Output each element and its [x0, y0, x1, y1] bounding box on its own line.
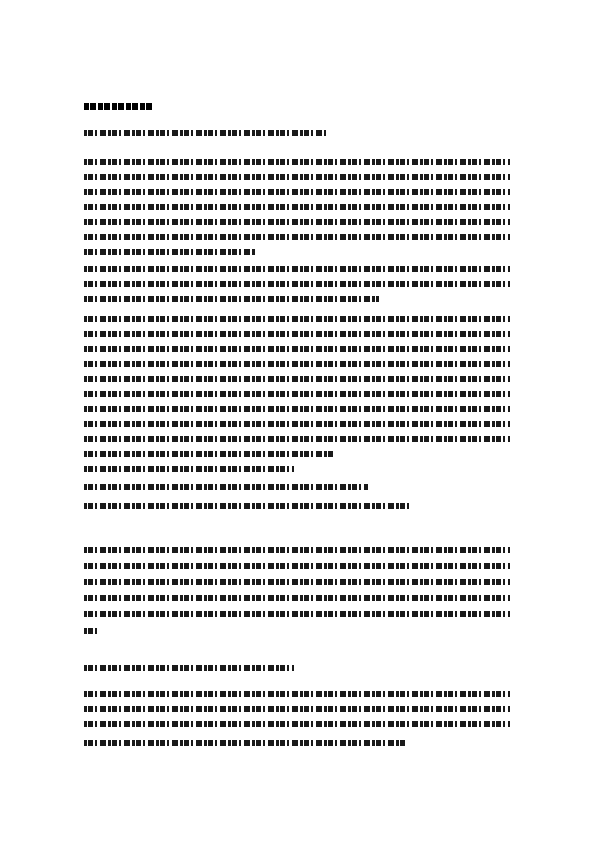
paragraph-1-line-3: [84, 189, 510, 195]
paragraph-5-line-3: [84, 721, 510, 727]
paragraph-4-line-3: [84, 579, 510, 585]
short-line-2: [84, 484, 368, 490]
paragraph-1-line-7: [84, 249, 256, 255]
paragraph-3-line-4: [84, 361, 510, 367]
paragraph-1-line-4: [84, 204, 510, 210]
document-page-label: [0, 0, 1, 1]
paragraph-3-line-8: [84, 421, 510, 427]
short-line-3: [84, 503, 410, 509]
paragraph-4-line-2: [84, 563, 510, 569]
short-line-1: [84, 466, 294, 472]
paragraph-5-line-1: [84, 691, 510, 697]
document-title-line: [84, 103, 154, 110]
paragraph-5-line-4: [84, 740, 406, 746]
paragraph-3-line-1: [84, 316, 510, 322]
document-subtitle-line: [84, 130, 326, 136]
paragraph-1-line-6: [84, 234, 510, 240]
paragraph-3-line-9: [84, 436, 510, 442]
paragraph-2-line-1: [84, 266, 510, 272]
paragraph-1-line-5: [84, 219, 510, 225]
paragraph-1-line-1: [84, 159, 510, 165]
paragraph-3-line-2: [84, 331, 510, 337]
paragraph-5-line-2: [84, 706, 510, 712]
paragraph-4-line-6: [84, 628, 98, 634]
paragraph-4-line-1: [84, 547, 510, 553]
paragraph-4-line-4: [84, 595, 510, 601]
paragraph-3-line-6: [84, 391, 510, 397]
section-heading-line: [84, 665, 294, 671]
paragraph-3-line-10: [84, 451, 334, 457]
paragraph-2-line-3: [84, 296, 379, 302]
paragraph-3-line-5: [84, 376, 510, 382]
paragraph-2-line-2: [84, 281, 510, 287]
paragraph-4-line-5: [84, 611, 510, 617]
paragraph-1-line-2: [84, 174, 510, 180]
paragraph-3-line-7: [84, 406, 510, 412]
paragraph-3-line-3: [84, 346, 510, 352]
